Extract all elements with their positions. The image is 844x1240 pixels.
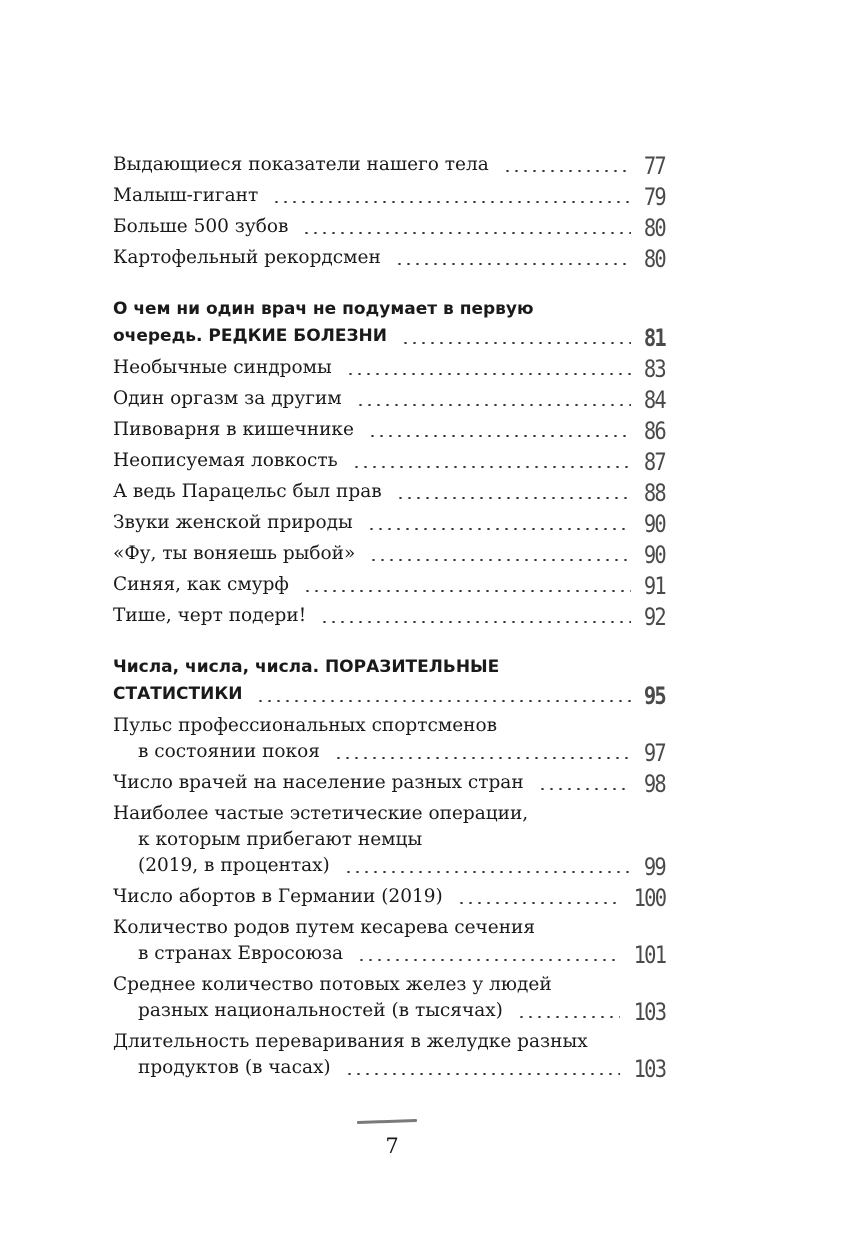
entry-title-last-line — [113, 681, 665, 708]
entry-title-line: Малыш-гигант — [113, 185, 259, 206]
entry-title-line: Звуки женской природы — [113, 512, 353, 533]
entry-title — [113, 245, 665, 271]
entry-title-line: разных национальностей (в тысячах) — [138, 1000, 503, 1021]
entry-page-number: 95 — [643, 682, 665, 710]
entry-page-number: 92 — [643, 603, 665, 631]
dot-leader — [303, 590, 631, 592]
entry-title-line: (2019, в процентах) — [138, 855, 330, 876]
dot-leader — [368, 435, 631, 437]
toc-entry — [113, 972, 665, 1024]
entry-page-number: 87 — [643, 448, 665, 476]
toc-entry — [113, 884, 665, 910]
entry-title-line: Тише, черт подери! — [113, 605, 307, 626]
entry-title-last-line — [113, 603, 665, 629]
toc-entry — [113, 245, 665, 271]
entry-title — [113, 152, 665, 178]
entry-title-line: очередь. РЕДКИЕ БОЛЕЗНИ — [113, 326, 387, 346]
entry-title-line: Больше 500 зубов — [113, 216, 289, 237]
entry-page-number: 79 — [643, 183, 665, 211]
toc-entry — [113, 448, 665, 474]
toc-entry — [113, 770, 665, 796]
entry-title-last-line — [113, 998, 665, 1024]
entry-page-number: 80 — [643, 245, 665, 273]
entry-page-number: 103 — [633, 1055, 665, 1083]
entry-title-last-line — [113, 770, 665, 796]
entry-title — [113, 479, 665, 505]
entry-title — [113, 510, 665, 536]
entry-title — [113, 884, 665, 910]
entry-title — [113, 183, 665, 209]
entry-page-number: 103 — [633, 998, 665, 1026]
entry-title-last-line — [113, 510, 665, 536]
entry-title — [113, 448, 665, 474]
entry-title-line: Выдающиеся показатели нашего тела — [113, 154, 489, 175]
dot-leader — [352, 466, 631, 468]
dot-leader — [320, 621, 631, 623]
toc-entry — [113, 386, 665, 412]
toc-entry — [113, 541, 665, 567]
dot-leader — [344, 871, 631, 873]
dot-leader — [395, 263, 631, 265]
entry-title-line: в состоянии покоя — [138, 741, 320, 762]
dot-leader — [367, 528, 631, 530]
entry-title-last-line — [113, 245, 665, 271]
toc-entry — [113, 510, 665, 536]
section-heading — [113, 654, 665, 708]
entry-title — [113, 801, 665, 879]
entry-title-line: А ведь Парацельс был прав — [113, 481, 382, 502]
entry-page-number: 77 — [643, 152, 665, 180]
entry-title — [113, 1029, 665, 1081]
entry-title-line: СТАТИСТИКИ — [113, 684, 243, 704]
entry-title-last-line — [113, 448, 665, 474]
entry-title-last-line — [113, 479, 665, 505]
entry-title-last-line — [113, 183, 665, 209]
entry-title-line: Число врачей на население разных стран — [113, 772, 524, 793]
entry-title-line: в странах Евросоюза — [138, 943, 344, 964]
entry-title-line: «Фу, ты воняешь рыбой» — [113, 543, 356, 564]
dot-leader — [357, 959, 620, 961]
dot-leader — [401, 342, 631, 344]
entry-page-number: 98 — [643, 770, 665, 798]
entry-title-last-line — [113, 1055, 665, 1081]
entry-page-number: 80 — [643, 214, 665, 242]
dot-leader — [346, 373, 631, 375]
toc-entry — [113, 603, 665, 629]
entry-title-line: продуктов (в часах) — [138, 1057, 331, 1078]
entry-title — [113, 214, 665, 240]
entry-title-line: Среднее количество потовых желез у людей — [113, 974, 552, 995]
dot-leader — [272, 201, 631, 203]
entry-title-line: Картофельный рекордсмен — [113, 247, 381, 268]
toc-entry — [113, 214, 665, 240]
entry-title — [113, 654, 665, 708]
dot-leader — [457, 902, 620, 904]
toc-entry — [113, 1029, 665, 1081]
toc-entry — [113, 355, 665, 381]
entry-title-line: Число абортов в Германии (2019) — [113, 886, 443, 907]
entry-title-last-line — [113, 323, 665, 350]
entry-title-last-line — [113, 739, 665, 765]
dot-leader — [334, 757, 631, 759]
toc-entry — [113, 152, 665, 178]
entry-title-line: Один оргазм за другим — [113, 388, 342, 409]
entry-title-last-line — [113, 853, 665, 879]
entry-title-last-line — [113, 884, 665, 910]
page-number: 7 — [385, 1134, 399, 1158]
entry-page-number: 97 — [643, 739, 665, 767]
entry-page-number: 99 — [643, 853, 665, 881]
entry-title — [113, 972, 665, 1024]
toc-group — [113, 271, 665, 629]
dot-leader — [503, 170, 631, 172]
entry-title — [113, 572, 665, 598]
dot-leader — [538, 788, 631, 790]
entry-title — [113, 915, 665, 967]
entry-title-last-line — [113, 355, 665, 381]
dot-leader — [396, 497, 631, 499]
entry-title-line: Длительность переваривания в желудке разных — [113, 1031, 588, 1052]
toc-entry — [113, 915, 665, 967]
entry-title — [113, 603, 665, 629]
entry-title-line: Необычные синдромы — [113, 357, 332, 378]
entry-title-line: Количество родов путем кесарева сечения — [113, 917, 536, 938]
entry-page-number: 91 — [643, 572, 665, 600]
entry-page-number: 101 — [633, 941, 665, 969]
entry-title — [113, 770, 665, 796]
entry-page-number: 86 — [643, 417, 665, 445]
entry-page-number: 81 — [643, 324, 665, 352]
entry-title-line: Наиболее частые эстетические операции, — [113, 803, 529, 824]
entry-title-last-line — [113, 152, 665, 178]
toc-entry — [113, 713, 665, 765]
toc-entry — [113, 417, 665, 443]
dot-leader — [517, 1016, 620, 1018]
entry-title-last-line — [113, 417, 665, 443]
toc-group — [113, 152, 665, 271]
entry-title — [113, 541, 665, 567]
dot-leader — [356, 404, 631, 406]
entry-title-line: Синяя, как смурф — [113, 574, 289, 595]
entry-page-number: 90 — [643, 510, 665, 538]
entry-page-number: 88 — [643, 479, 665, 507]
dot-leader — [345, 1073, 620, 1075]
entry-title-last-line — [113, 214, 665, 240]
toc-entry — [113, 572, 665, 598]
entry-title-last-line — [113, 541, 665, 567]
entry-title — [113, 417, 665, 443]
footer-rule — [357, 1119, 417, 1124]
toc-entry — [113, 183, 665, 209]
entry-page-number: 100 — [633, 884, 665, 912]
dot-leader — [256, 700, 631, 702]
entry-title-line: Пивоварня в кишечнике — [113, 419, 354, 440]
entry-title-last-line — [113, 572, 665, 598]
entry-page-number: 83 — [643, 355, 665, 383]
toc-group — [113, 629, 665, 1081]
entry-title-line: Числа, числа, числа. ПОРАЗИТЕЛЬНЫЕ — [113, 657, 500, 677]
dot-leader — [369, 559, 631, 561]
table-of-contents — [113, 152, 665, 1081]
entry-title-line: Пульс профессиональных спортсменов — [113, 715, 498, 736]
entry-title-line: Неописуемая ловкость — [113, 450, 338, 471]
entry-title — [113, 296, 665, 350]
section-heading — [113, 296, 665, 350]
entry-title — [113, 386, 665, 412]
entry-title-last-line — [113, 941, 665, 967]
toc-entry — [113, 801, 665, 879]
entry-title-last-line — [113, 386, 665, 412]
entry-page-number: 90 — [643, 541, 665, 569]
entry-title-line: О чем ни один врач не подумает в первую — [113, 299, 534, 319]
entry-title — [113, 713, 665, 765]
entry-title-line: к которым прибегают немцы — [138, 829, 423, 850]
entry-page-number: 84 — [643, 386, 665, 414]
dot-leader — [302, 232, 631, 234]
toc-entry — [113, 479, 665, 505]
entry-title — [113, 355, 665, 381]
